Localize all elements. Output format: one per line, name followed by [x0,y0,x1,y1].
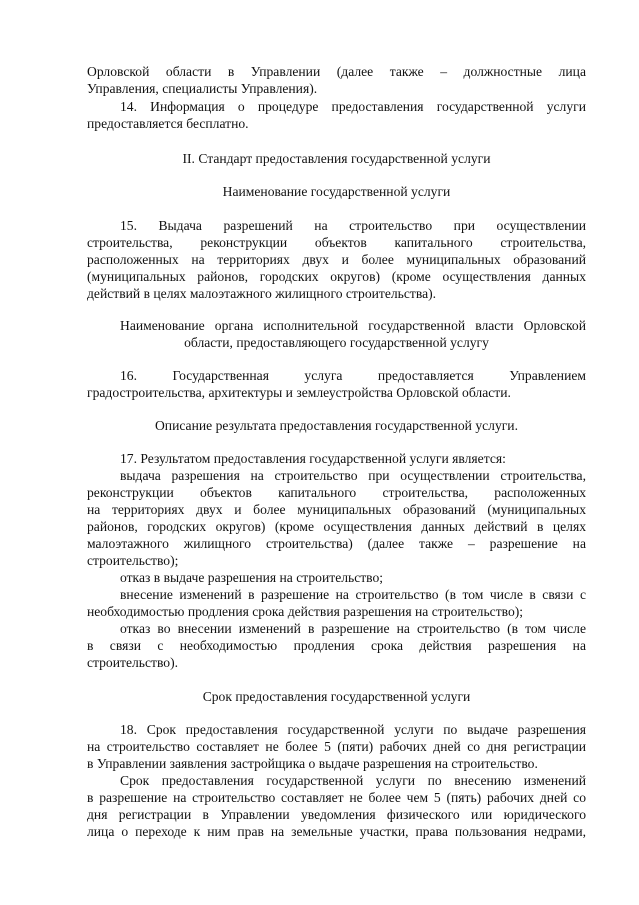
text-line: малоэтажного жилищного строительства) (далее также – разрешение на [87,536,586,551]
text-line: строительство); [87,553,179,568]
text-line: необходимостью продления срока действия разрешения на строительство); [87,604,524,619]
text-line: в Управлении заявления застройщика о выдаче разрешения на строительство. [87,756,538,771]
subsection-heading: Описание результата предоставления государственной услуги. [154,418,518,433]
text-line: расположенных на территориях двух и более муниципальных образований [87,252,586,267]
text-line: на территориях двух и более муниципальных образований (муниципальных [87,502,586,517]
list-item: внесение изменений в разрешение на строительство (в том числе в связи с [120,587,586,602]
text-line: на строительство составляет не более 5 (пяти) рабочих дней со дня регистрации [87,739,586,754]
text-line: районов, городских округов) (кроме осуществления данных действий в целях [87,519,586,534]
paragraph-16: 16. Государственная услуга предоставляется Управлением [120,368,586,383]
subsection-heading: Наименование государственной услуги [222,184,451,199]
text-line: Орловской области в Управлении (далее также – должностные лица [87,64,586,79]
subsection-heading: Наименование органа исполнительной государственной власти Орловской [120,318,586,333]
text-line: в связи с необходимостью продления срока действия разрешения на [87,638,586,653]
paragraph-18: 18. Срок предоставления государственной услуги по выдаче разрешения [120,722,586,737]
paragraph-15: 15. Выдача разрешений на строительство при осуществлении [120,218,586,233]
text-line: действий в целях малоэтажного жилищного строительства). [87,286,437,301]
paragraph-14: 14. Информация о процедуре предоставления государственной услуги [120,99,586,114]
subsection-heading: области, предоставляющего государственной услугу [184,335,489,350]
text-line: реконструкции объектов капитального строительства, расположенных [87,485,586,500]
text-line: Управления, специалисты Управления). [87,81,318,96]
text-line: в разрешение на строительство составляет не более чем 5 (пять) рабочих дней со [87,790,586,805]
text-line: строительство). [87,655,178,670]
paragraph-17: 17. Результатом предоставления государственной услуги является: [120,451,506,466]
text-line: строительства, реконструкции объектов капитального строительства, [87,235,586,250]
section-heading: II. Стандарт предоставления государственной услуги [182,151,491,166]
text-line: (муниципальных районов, городских округов) (кроме осуществления данных [87,269,586,284]
text-line: лица о переходе к ним прав на земельные участки, права пользования недрами, [87,824,586,839]
paragraph: Срок предоставления государственной услуги по внесению изменений [120,773,586,788]
list-item: отказ в выдаче разрешения на строительство; [120,570,384,585]
text-line: дня регистрации в Управлении уведомления физического или юридического [87,807,586,822]
list-item: выдача разрешения на строительство при осуществлении строительства, [120,468,586,483]
text-line: предоставляется бесплатно. [87,116,249,131]
subsection-heading: Срок предоставления государственной услуги [202,689,471,704]
text-line: градостроительства, архитектуры и землеустройства Орловской области. [87,385,511,400]
list-item: отказ во внесении изменений в разрешение на строительство (в том числе [120,621,586,636]
